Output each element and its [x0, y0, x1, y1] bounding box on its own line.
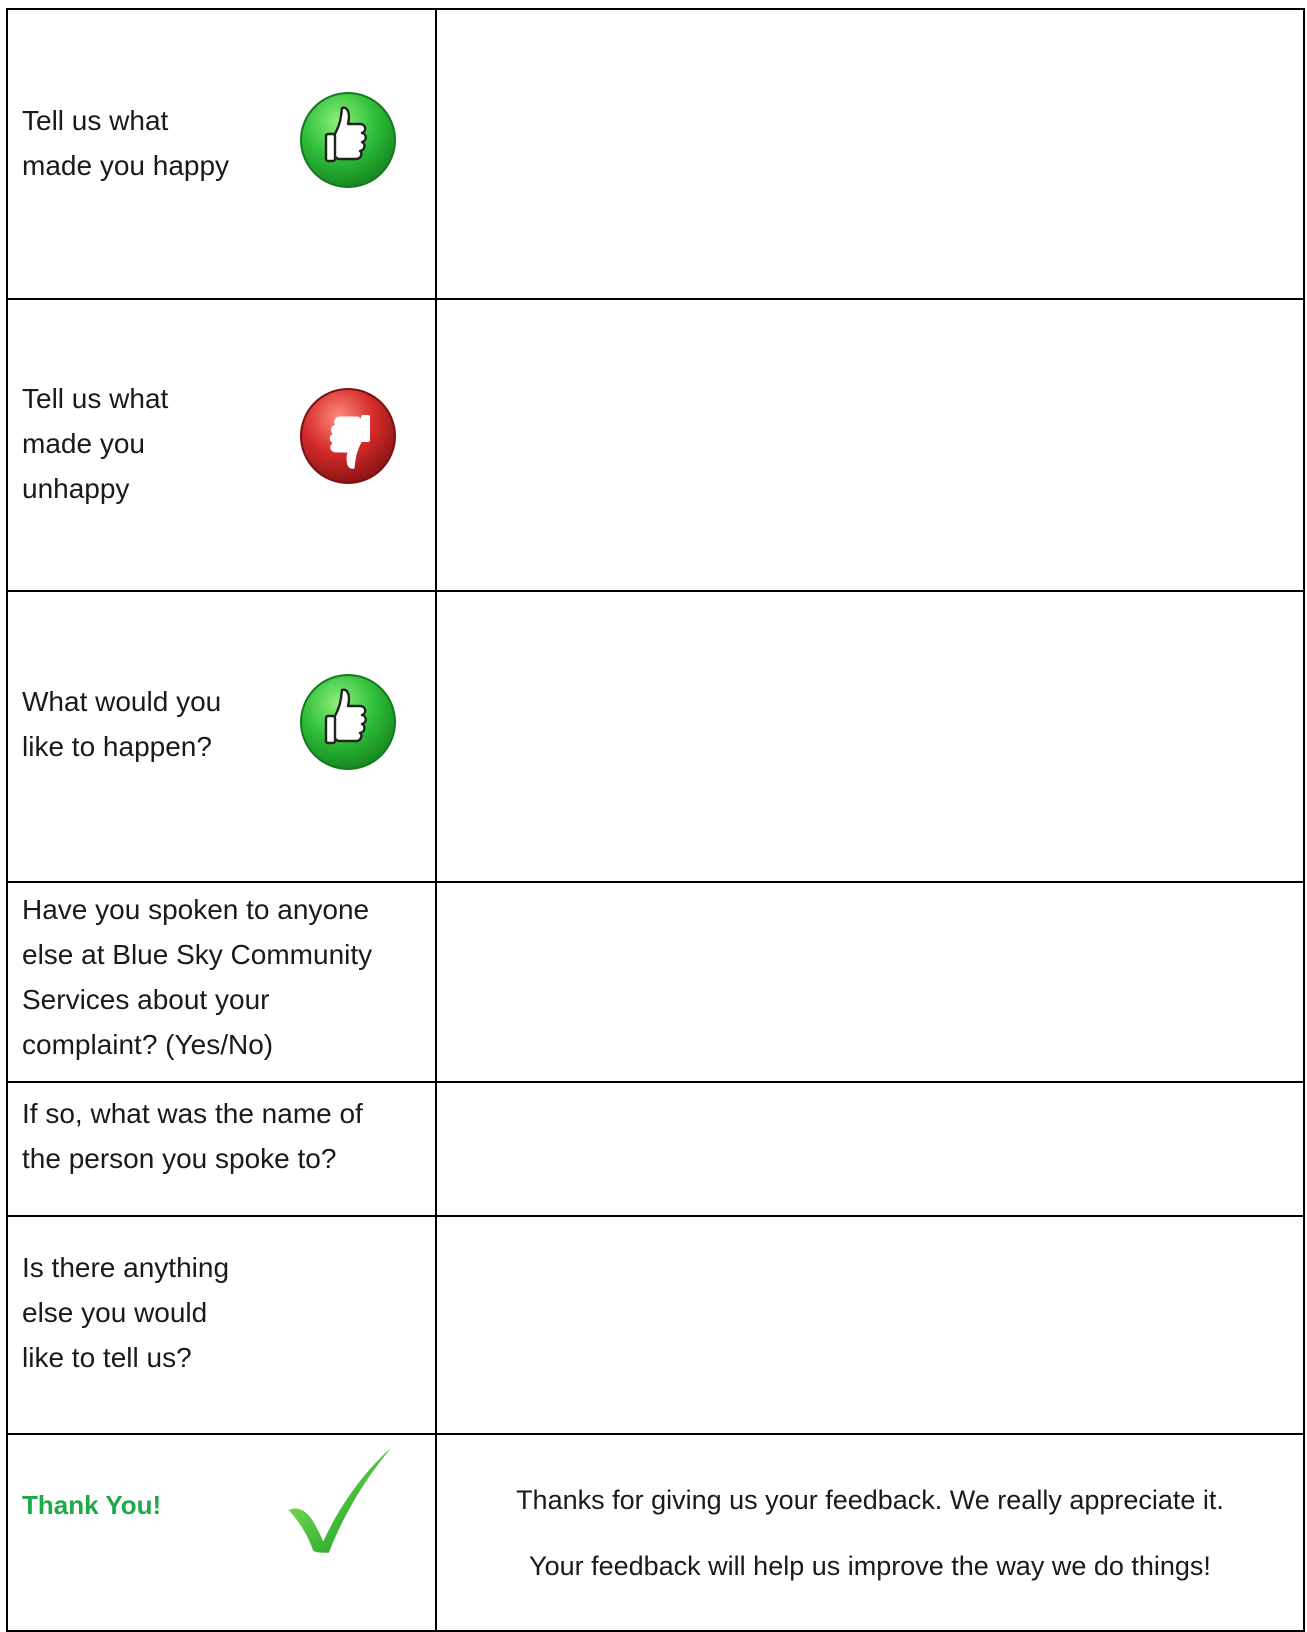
answer-area[interactable] — [437, 300, 1303, 590]
question-cell — [7, 1216, 436, 1434]
question-cell — [7, 882, 436, 1082]
question-label: What would you like to happen? — [22, 686, 222, 762]
answer-area[interactable] — [437, 1217, 1303, 1433]
answer-area[interactable] — [437, 10, 1303, 298]
question-cell — [7, 1082, 436, 1216]
question-cell — [7, 591, 436, 882]
form-row — [7, 1216, 1304, 1434]
form-row — [7, 591, 1304, 882]
closing-message-cell — [436, 1434, 1304, 1631]
question-label: Is there anything else you would like to tell us? — [22, 1252, 230, 1373]
form-row — [7, 882, 1304, 1082]
answer-cell[interactable] — [436, 1216, 1304, 1434]
question-label: Tell us what made you happy — [22, 105, 230, 181]
form-row — [7, 9, 1304, 299]
question-label: If so, what was the name of the person you spoke to? — [22, 1098, 363, 1174]
closing-message-1: Thanks for giving us your feedback. We really appreciate it. — [516, 1484, 1224, 1515]
green-checkmark-icon — [284, 1443, 396, 1555]
closing-message-2: Your feedback will help us improve the way we do things! — [529, 1550, 1211, 1581]
answer-cell[interactable] — [436, 299, 1304, 591]
answer-cell[interactable] — [436, 9, 1304, 299]
question-label: Have you spoken to anyone else at Blue Sky Community Services about your complaint? (Yes/No) — [22, 894, 373, 1060]
thumbs-up-green-icon — [298, 672, 398, 772]
question-cell — [7, 9, 436, 299]
thumbs-down-red-icon — [298, 386, 398, 486]
answer-area[interactable] — [437, 1083, 1303, 1215]
feedback-form-table — [6, 8, 1305, 1632]
thank-you-label: Thank You! — [22, 1490, 162, 1520]
question-label: Tell us what made you unhappy — [22, 383, 169, 504]
answer-cell[interactable] — [436, 882, 1304, 1082]
footer-row — [7, 1434, 1304, 1631]
answer-area[interactable] — [437, 592, 1303, 881]
thumbs-up-green-icon — [298, 90, 398, 190]
form-row — [7, 299, 1304, 591]
form-row — [7, 1082, 1304, 1216]
question-cell — [7, 299, 436, 591]
answer-cell[interactable] — [436, 591, 1304, 882]
answer-cell[interactable] — [436, 1082, 1304, 1216]
answer-area[interactable] — [437, 883, 1303, 1081]
thank-you-cell — [7, 1434, 436, 1631]
